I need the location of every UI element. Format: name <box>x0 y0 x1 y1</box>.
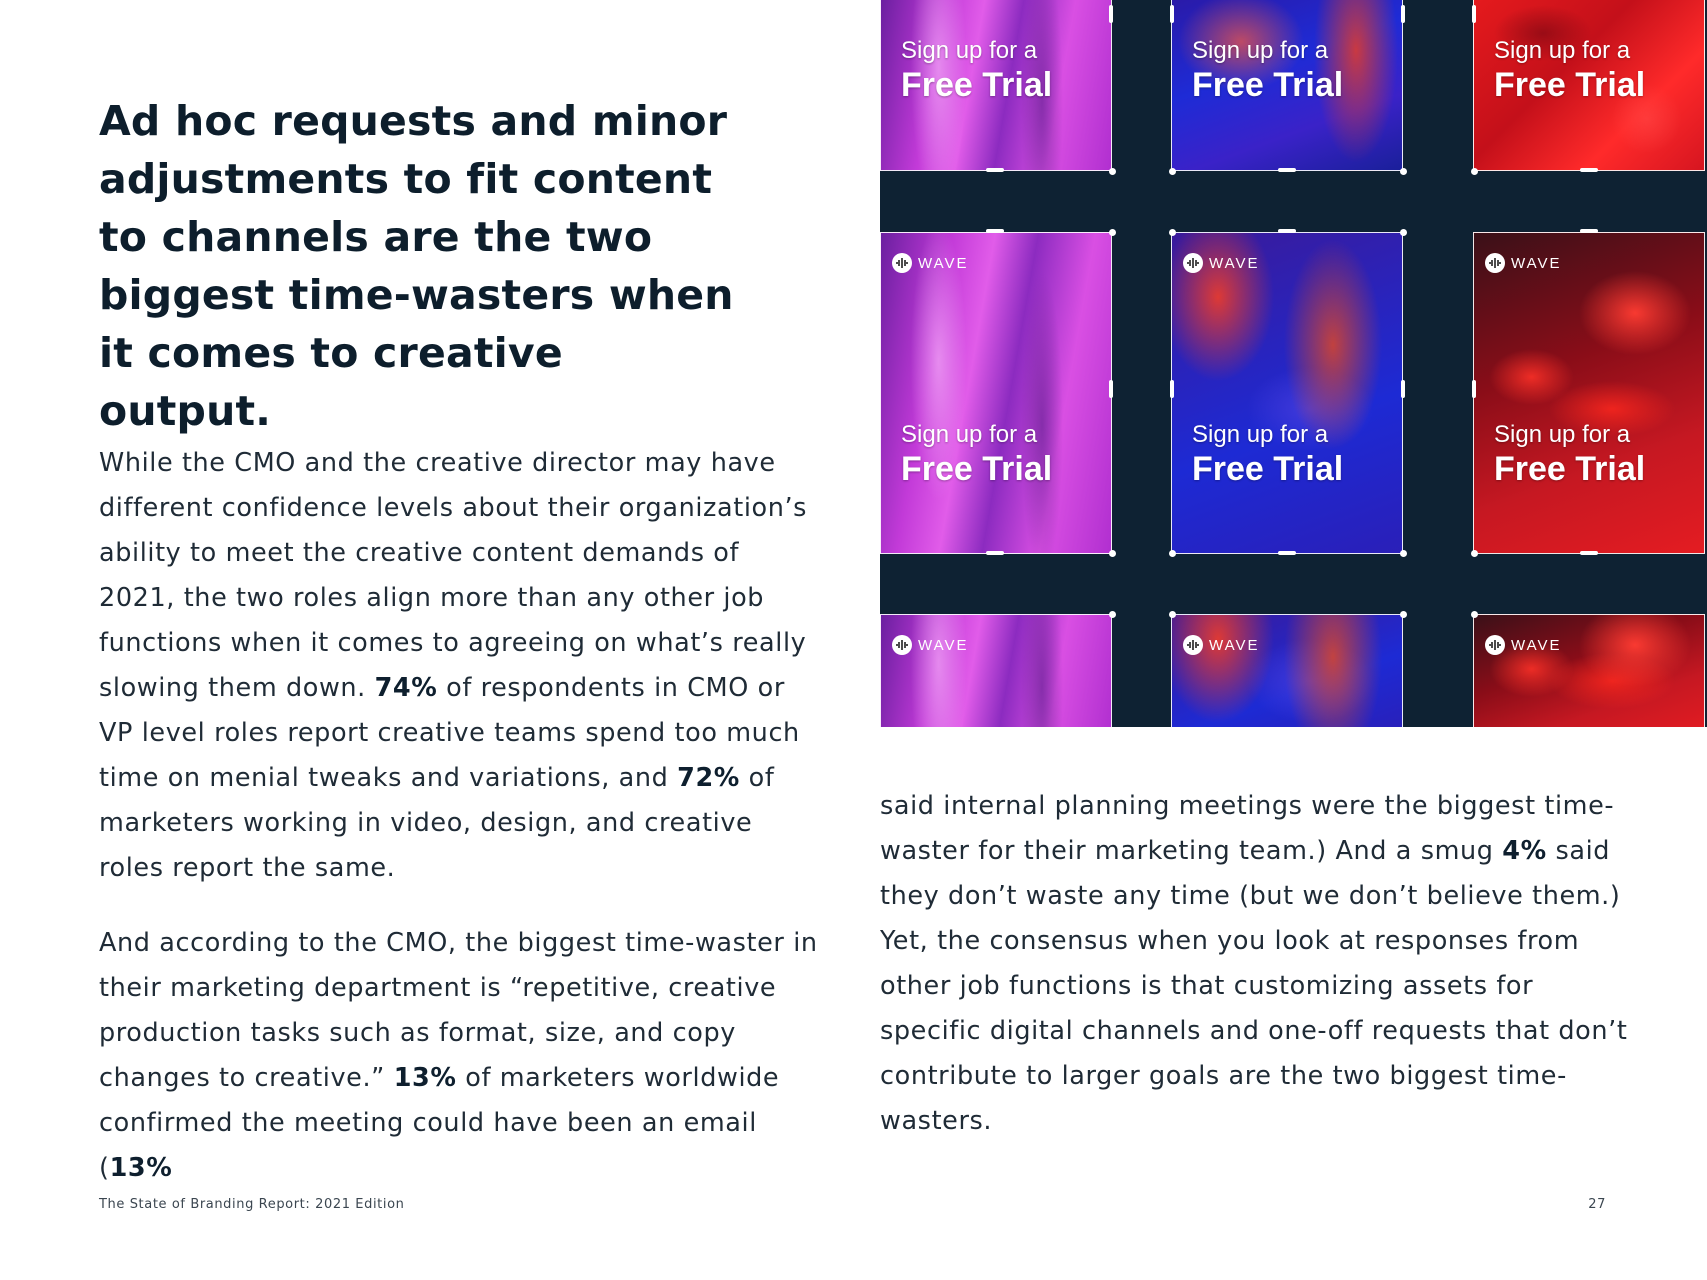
wave-logo: WAVE <box>1183 635 1260 655</box>
page-number: 27 <box>1588 1197 1606 1212</box>
resize-handle <box>986 168 1004 172</box>
wave-logo: WAVE <box>1485 635 1562 655</box>
resize-handle <box>1400 168 1407 175</box>
stat-13-b: 13% <box>109 1153 173 1183</box>
resize-handle <box>1109 380 1113 398</box>
resize-handle <box>1471 611 1478 618</box>
resize-handle <box>1471 550 1478 557</box>
resize-handle <box>1472 380 1476 398</box>
stat-74: 74% <box>374 673 438 703</box>
body-paragraph-2: And according to the CMO, the biggest time-waster in their marketing department is “repetitive, creative production tasks such as format, size, and copy changes to creative.” 13% of marketers worldwide confirmed the meeting could have been an email (13% <box>99 928 818 1183</box>
ad-tile-purple-3 <box>880 614 1112 727</box>
ad-cta-text: Sign up for a Free Trial <box>1494 37 1646 104</box>
stat-4: 4% <box>1502 836 1547 866</box>
footer-report-title: The State of Branding Report: 2021 Edition <box>99 1197 405 1212</box>
resize-handle <box>986 551 1004 555</box>
resize-handle <box>1169 611 1176 618</box>
wave-logo: WAVE <box>1183 253 1260 273</box>
ad-tile-blue-1 <box>1171 0 1403 171</box>
resize-handle <box>1580 168 1598 172</box>
resize-handle <box>1278 229 1296 233</box>
wave-logo-icon <box>1485 635 1505 655</box>
ad-cta-text: Sign up for a Free Trial <box>901 421 1053 488</box>
resize-handle <box>1472 5 1476 23</box>
resize-handle <box>1169 168 1176 175</box>
resize-handle <box>1401 380 1405 398</box>
ad-tile-blue-3 <box>1171 614 1403 727</box>
resize-handle <box>1170 5 1174 23</box>
wave-logo-icon <box>1183 253 1203 273</box>
ad-tile-red-2 <box>1473 232 1705 554</box>
ad-variations-grid <box>880 0 1707 727</box>
resize-handle <box>1400 550 1407 557</box>
ad-tile-red-1 <box>1473 0 1705 171</box>
wave-logo-icon <box>892 253 912 273</box>
resize-handle <box>1109 229 1116 236</box>
wave-logo: WAVE <box>892 253 969 273</box>
wave-logo-icon <box>892 635 912 655</box>
wave-logo: WAVE <box>1485 253 1562 273</box>
ad-tile-purple-1 <box>880 0 1112 171</box>
resize-handle <box>986 229 1004 233</box>
stat-13-a: 13% <box>393 1063 457 1093</box>
ad-cta-text: Sign up for a Free Trial <box>1192 37 1344 104</box>
ad-cta-text: Sign up for a Free Trial <box>1192 421 1344 488</box>
resize-handle <box>1109 5 1113 23</box>
ad-tile-blue-2 <box>1171 232 1403 554</box>
resize-handle <box>1580 229 1598 233</box>
resize-handle <box>1169 550 1176 557</box>
resize-handle <box>1109 611 1116 618</box>
ad-tile-purple-2 <box>880 232 1112 554</box>
resize-handle <box>1278 551 1296 555</box>
resize-handle <box>1401 5 1405 23</box>
body-paragraph-3: said internal planning meetings were the biggest time-waster for their marketing team.) And a smug 4% said they don’t waste any time (but we don’t believe them.) Yet, the consensus when you look at responses from other job functions is that customizing assets for specific digital channels and one-off requests that don’t contribute to larger goals are the two biggest time-wasters. <box>880 791 1628 1136</box>
resize-handle <box>1580 551 1598 555</box>
ad-cta-text: Sign up for a Free Trial <box>901 37 1053 104</box>
ad-cta-text: Sign up for a Free Trial <box>1494 421 1646 488</box>
stat-72: 72% <box>677 763 740 793</box>
ad-tile-red-3 <box>1473 614 1705 727</box>
body-paragraph-1: While the CMO and the creative director may have different confidence levels about their organization’s ability to meet the creative content demands of 2021, the two roles align more than any other job functions when it comes to agreeing on what’s really slowing them down. 74% of respondents in CMO or VP level roles report creative teams spend too much time on menial tweaks and variations, and 72% of marketers working in video, design, and creative roles report the same. <box>99 448 808 883</box>
resize-handle <box>1471 168 1478 175</box>
resize-handle <box>1170 380 1174 398</box>
section-heading: Ad hoc requests and minor adjustments to fit content to channels are the two biggest time-wasters when it comes to creative output. <box>99 97 734 435</box>
wave-logo: WAVE <box>892 635 969 655</box>
wave-logo-icon <box>1183 635 1203 655</box>
resize-handle <box>1109 550 1116 557</box>
resize-handle <box>1169 229 1176 236</box>
resize-handle <box>1109 168 1116 175</box>
resize-handle <box>1278 168 1296 172</box>
wave-logo-icon <box>1485 253 1505 273</box>
resize-handle <box>1400 611 1407 618</box>
resize-handle <box>1400 229 1407 236</box>
